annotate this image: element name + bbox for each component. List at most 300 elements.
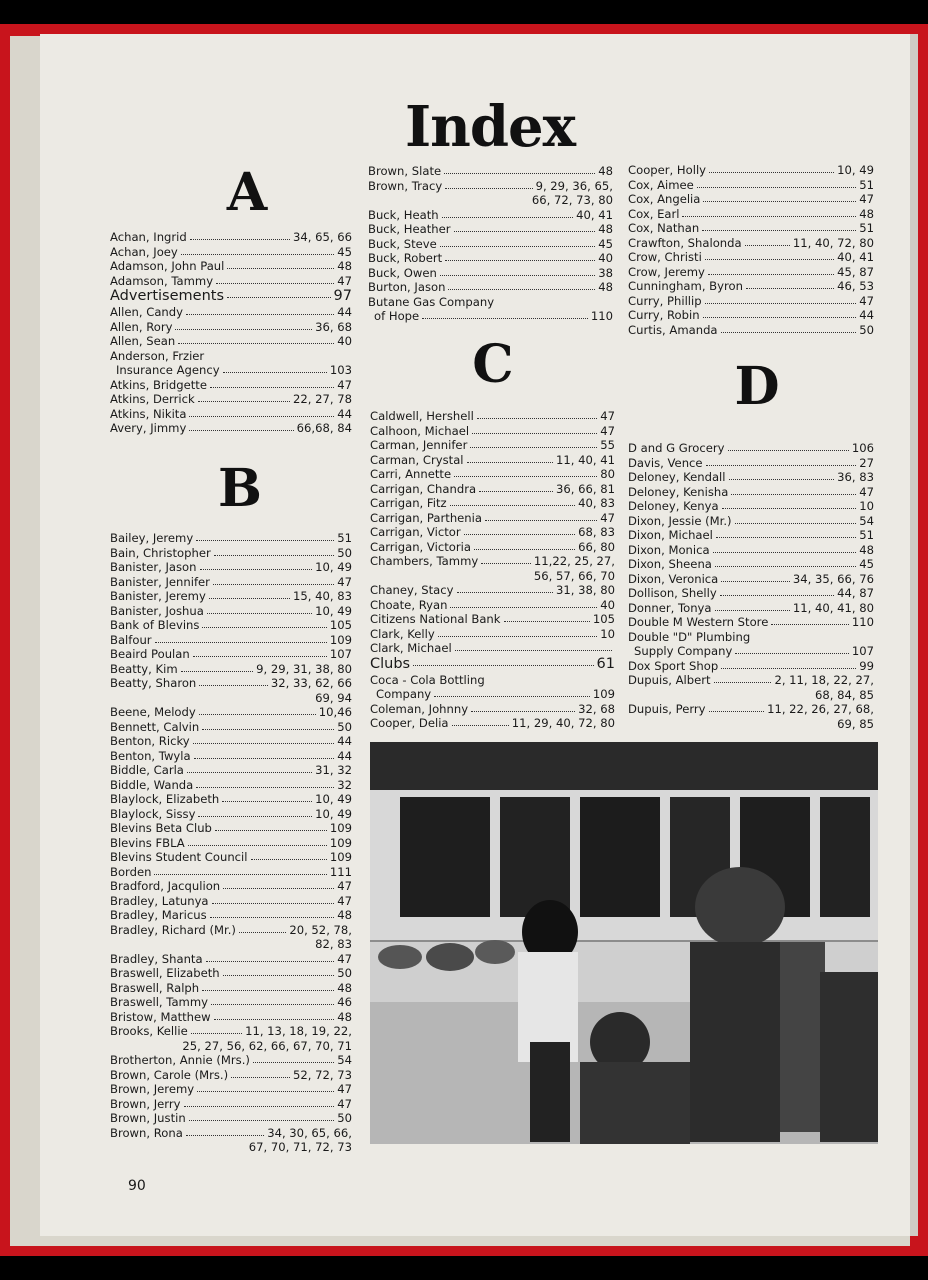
entry-pages: 45 xyxy=(598,236,613,251)
entry-name: Cox, Angelia xyxy=(628,192,701,206)
index-entry xyxy=(110,274,352,289)
entry-pages: 45 xyxy=(337,244,352,259)
entry-pages: 34, 30, 65, 66, xyxy=(267,1125,352,1140)
index-entry xyxy=(110,604,352,619)
entry-name: Curtis, Amanda xyxy=(628,322,718,337)
entry-name: Benton, Twyla xyxy=(110,748,191,763)
leader-dots xyxy=(452,716,509,726)
entry-pages: 66, 80 xyxy=(578,539,615,554)
page-title: Index xyxy=(404,94,576,160)
entry-name: Balfour xyxy=(110,632,152,647)
entry-pages: 50 xyxy=(337,966,352,980)
entry-pages: 15, 40, 83 xyxy=(293,589,352,603)
entry-pages: 11, 13, 18, 19, 22, xyxy=(245,1024,352,1038)
leader-dots xyxy=(713,543,857,553)
entry-pages: 40, 41 xyxy=(837,250,874,264)
leader-dots xyxy=(722,499,857,509)
index-entry xyxy=(110,288,352,305)
index-entry xyxy=(628,572,874,587)
entry-name: Cunningham, Byron xyxy=(628,279,743,293)
index-entry xyxy=(368,164,613,179)
leader-dots xyxy=(454,467,597,477)
entry-name: Cooper, Holly xyxy=(628,163,707,177)
index-entry xyxy=(370,409,615,424)
index-entry xyxy=(368,280,613,295)
index-entry xyxy=(370,612,615,627)
entry-continuation: 66, 72, 73, 80 xyxy=(531,193,613,207)
index-entry xyxy=(110,807,352,822)
entry-pages: 36, 68 xyxy=(315,319,352,334)
entry-pages: 97 xyxy=(333,288,352,304)
entry-name: Double M Western Store xyxy=(628,615,769,629)
index-entry xyxy=(110,850,352,865)
entry-name: Curry, Robin xyxy=(628,308,700,322)
leader-dots xyxy=(450,598,597,608)
leader-dots xyxy=(706,456,857,466)
entry-continuation: 69, 85 xyxy=(837,716,874,731)
entry-name: Cox, Aimee xyxy=(628,177,694,192)
entry-pages: 34, 65, 66 xyxy=(293,230,352,244)
index-entry xyxy=(370,540,615,555)
leader-dots xyxy=(731,485,856,495)
index-entry xyxy=(110,923,352,938)
entry-pages: 10, 49 xyxy=(315,792,352,806)
entry-name: Dixon, Jessie (Mr.) xyxy=(628,513,732,528)
index-entry xyxy=(370,467,615,482)
entry-name: Carman, Crystal xyxy=(370,452,464,467)
leader-dots xyxy=(450,496,575,506)
entry-name: Banister, Jeremy xyxy=(110,589,206,603)
section-letter-c: C xyxy=(472,334,514,395)
entry-name: Banister, Joshua xyxy=(110,603,204,618)
leader-dots xyxy=(471,702,575,712)
entry-pages: 50 xyxy=(337,545,352,560)
leader-dots xyxy=(464,525,575,535)
entry-name: Brotherton, Annie (Mrs.) xyxy=(110,1053,250,1067)
leader-dots xyxy=(715,557,856,567)
entry-pages: 48 xyxy=(598,280,613,294)
entry-pages: 47 xyxy=(600,423,615,438)
index-entry xyxy=(628,615,874,630)
leader-dots xyxy=(721,323,857,333)
entry-pages: 34, 35, 66, 76 xyxy=(792,571,874,586)
entry-pages: 66,68, 84 xyxy=(296,421,352,435)
leader-dots xyxy=(231,1068,290,1078)
entry-pages: 107 xyxy=(851,644,874,658)
index-entry xyxy=(628,250,874,265)
entry-pages: 110 xyxy=(590,309,613,323)
leader-dots xyxy=(735,514,857,524)
entry-pages: 106 xyxy=(851,441,874,455)
index-entry xyxy=(628,279,874,294)
entry-pages: 44, 87 xyxy=(837,586,874,600)
index-entry xyxy=(110,1097,352,1112)
leader-dots xyxy=(708,265,834,275)
entry-name: Brown, Slate xyxy=(368,164,442,178)
leader-dots xyxy=(445,179,532,189)
index-entry xyxy=(110,763,352,778)
entry-name: Dixon, Monica xyxy=(628,542,710,557)
leader-dots xyxy=(454,222,596,232)
entry-name: Bennett, Calvin xyxy=(110,719,200,734)
leader-dots xyxy=(209,589,290,599)
column-2-c xyxy=(370,409,615,731)
entry-name: Bristow, Matthew xyxy=(110,1009,211,1024)
leader-dots xyxy=(200,560,313,570)
leader-dots xyxy=(434,687,590,697)
entry-name: Carrigan, Fitz xyxy=(370,496,447,510)
column-1-a xyxy=(110,230,352,436)
entry-pages: 51 xyxy=(859,528,874,542)
entry-name: Brown, Tracy xyxy=(368,178,443,193)
entry-pages: 55 xyxy=(600,438,615,452)
index-entry xyxy=(370,554,615,569)
index-entry xyxy=(110,1024,352,1039)
entry-pages: 109 xyxy=(329,835,352,850)
entry-name: Brown, Jeremy xyxy=(110,1082,195,1096)
leader-dots xyxy=(210,908,335,918)
entry-pages: 44 xyxy=(337,406,352,421)
index-entry xyxy=(370,656,615,673)
leader-dots xyxy=(197,1082,334,1092)
entry-pages: 40 xyxy=(600,597,615,612)
students-photo xyxy=(370,742,878,1144)
entry-pages: 11, 29, 40, 72, 80 xyxy=(511,716,615,730)
leader-dots xyxy=(196,531,334,541)
entry-name: Davis, Vence xyxy=(628,455,703,470)
index-entry xyxy=(370,641,615,656)
index-entry xyxy=(628,221,874,236)
index-entry xyxy=(110,662,352,677)
entry-pages: 47 xyxy=(859,192,874,206)
entry-name: Supply Company xyxy=(634,644,733,658)
index-entry xyxy=(110,305,352,320)
entry-pages: 31, 32 xyxy=(315,763,352,777)
entry-name: Dupuis, Perry xyxy=(628,702,706,716)
entry-pages: 47 xyxy=(337,574,352,589)
index-entry xyxy=(628,294,874,309)
entry-pages: 10, 49 xyxy=(837,163,874,177)
entry-pages: 48 xyxy=(598,222,613,236)
entry-name: Blevins Student Council xyxy=(110,850,248,864)
entry-pages: 48 xyxy=(859,206,874,221)
entry-continuation: 82, 83 xyxy=(315,937,352,951)
index-entry xyxy=(110,778,352,793)
entry-name: Caldwell, Hershell xyxy=(370,409,474,423)
index-entry xyxy=(628,236,874,251)
leader-dots xyxy=(210,378,334,388)
index-entry xyxy=(368,208,613,223)
entry-pages: 52, 72, 73 xyxy=(293,1067,352,1082)
leader-dots xyxy=(215,821,327,831)
leader-dots xyxy=(155,633,327,643)
entry-pages: 10 xyxy=(859,499,874,513)
index-entry xyxy=(628,192,874,207)
entry-name: Bradley, Maricus xyxy=(110,908,207,922)
entry-continuation: 68, 84, 85 xyxy=(815,687,874,702)
index-entry xyxy=(368,222,613,237)
entry-name: Citizens National Bank xyxy=(370,612,501,626)
entry-name: Brown, Justin xyxy=(110,1111,186,1125)
leader-dots xyxy=(745,236,790,246)
entry-name: Atkins, Derrick xyxy=(110,392,195,406)
entry-name: Buck, Heath xyxy=(368,207,439,222)
entry-pages: 36, 83 xyxy=(837,470,874,484)
index-entry xyxy=(370,525,615,540)
leader-dots xyxy=(716,528,856,538)
entry-pages: 61 xyxy=(596,655,615,672)
leader-dots xyxy=(222,792,312,802)
entry-name: Clark, Michael xyxy=(370,641,452,655)
entry-name: Braswell, Tammy xyxy=(110,995,209,1009)
leader-dots xyxy=(448,280,595,290)
index-entry xyxy=(628,178,874,193)
index-entry xyxy=(628,528,874,543)
entry-name: Allen, Sean xyxy=(110,334,176,348)
entry-pages: 48 xyxy=(337,259,352,273)
leader-dots xyxy=(187,763,312,773)
entry-pages: 2, 11, 18, 22, 27, xyxy=(774,673,874,687)
entry-name: Atkins, Bridgette xyxy=(110,377,207,392)
index-entry xyxy=(110,908,352,923)
index-entry xyxy=(628,659,874,674)
entry-name-line: Double "D" Plumbing xyxy=(628,629,751,644)
index-entry xyxy=(110,749,352,764)
entry-pages: 105 xyxy=(592,612,615,626)
index-entry xyxy=(110,320,352,335)
entry-continuation: 69, 94 xyxy=(315,690,352,705)
leader-dots xyxy=(467,453,553,463)
entry-pages: 44 xyxy=(337,734,352,748)
entry-name: Chambers, Tammy xyxy=(370,554,479,568)
leader-dots xyxy=(214,1010,335,1020)
leader-dots xyxy=(720,586,834,596)
leader-dots xyxy=(477,409,597,419)
entry-pages: 111 xyxy=(329,864,352,879)
entry-pages: 27 xyxy=(859,455,874,470)
entry-pages: 10, 49 xyxy=(315,560,352,574)
entry-name: Beene, Melody xyxy=(110,705,196,719)
entry-name: Blaylock, Sissy xyxy=(110,806,196,821)
index-entry xyxy=(628,163,874,178)
entry-name: Curry, Phillip xyxy=(628,293,702,308)
entry-continuation: 67, 70, 71, 72, 73 xyxy=(248,1140,352,1154)
entry-pages: 44 xyxy=(337,305,352,319)
index-entry xyxy=(370,511,615,526)
entry-name: Banister, Jennifer xyxy=(110,574,210,589)
entry-name: Choate, Ryan xyxy=(370,597,448,612)
leader-dots xyxy=(227,288,331,298)
entry-pages: 47 xyxy=(337,879,352,893)
entry-pages: 10, 49 xyxy=(315,806,352,821)
entry-pages: 40, 83 xyxy=(578,496,615,510)
entry-pages: 54 xyxy=(859,513,874,528)
leader-dots xyxy=(213,575,334,585)
entry-name: Cooper, Delia xyxy=(370,716,449,730)
index-entry xyxy=(110,531,352,546)
index-entry xyxy=(628,499,874,514)
entry-pages: 46 xyxy=(337,995,352,1009)
index-entry xyxy=(628,514,874,529)
leader-dots xyxy=(413,656,593,666)
entry-name: Blaylock, Elizabeth xyxy=(110,792,220,806)
leader-dots xyxy=(239,923,286,933)
index-entry xyxy=(110,392,352,407)
index-entry xyxy=(368,237,613,252)
entry-pages: 32 xyxy=(337,777,352,792)
entry-name: Dox Sport Shop xyxy=(628,658,719,673)
entry-pages: 45, 87 xyxy=(837,264,874,279)
entry-name: Blevins Beta Club xyxy=(110,821,212,835)
index-entry xyxy=(110,378,352,393)
index-entry xyxy=(110,879,352,894)
leader-dots xyxy=(253,1053,334,1063)
index-entry xyxy=(110,995,352,1010)
index-entry xyxy=(110,633,352,648)
index-entry xyxy=(628,644,874,659)
entry-name: Bradley, Latunya xyxy=(110,893,209,908)
entry-name: Carrigan, Victor xyxy=(370,525,461,539)
entry-pages: 50 xyxy=(337,1111,352,1125)
leader-dots xyxy=(485,511,597,521)
leader-dots xyxy=(178,334,334,344)
entry-pages: 11, 22, 26, 27, 68, xyxy=(767,702,874,716)
index-entry xyxy=(110,1010,352,1025)
index-entry xyxy=(370,687,615,702)
leader-dots xyxy=(445,251,595,261)
index-entry xyxy=(628,557,874,572)
entry-name: Burton, Jason xyxy=(368,280,446,294)
leader-dots xyxy=(212,894,335,904)
section-letter-d: D xyxy=(734,356,780,417)
entry-continuation: 25, 27, 56, 62, 66, 67, 70, 71 xyxy=(182,1038,352,1053)
leader-dots xyxy=(703,192,856,202)
leader-dots xyxy=(721,572,790,582)
leader-dots xyxy=(715,601,790,611)
entry-pages: 109 xyxy=(329,850,352,864)
index-entry xyxy=(370,482,615,497)
leader-dots xyxy=(442,208,573,218)
entry-pages: 107 xyxy=(329,647,352,661)
entry-name: Deloney, Kenisha xyxy=(628,484,729,499)
entry-name: Carrigan, Victoria xyxy=(370,539,471,554)
entry-pages: 45 xyxy=(859,557,874,571)
index-entry xyxy=(110,952,352,967)
entry-pages: 46, 53 xyxy=(837,279,874,293)
entry-name: Crawfton, Shalonda xyxy=(628,235,742,250)
entry-pages: 36, 66, 81 xyxy=(556,481,615,496)
column-1-b xyxy=(110,531,352,1155)
leader-dots xyxy=(175,320,312,330)
index-entry xyxy=(110,966,352,981)
entry-name: Beatty, Kim xyxy=(110,661,178,676)
entry-name: Buck, Heather xyxy=(368,222,451,236)
leader-dots xyxy=(194,749,335,759)
entry-name: Insurance Agency xyxy=(116,363,220,377)
entry-name: Crow, Jeremy xyxy=(628,264,705,279)
leader-dots xyxy=(703,308,857,318)
entry-pages: 10 xyxy=(600,626,615,641)
entry-pages: 48 xyxy=(598,164,613,178)
leader-dots xyxy=(455,641,612,651)
column-2-b xyxy=(368,164,613,324)
index-entry xyxy=(110,560,352,575)
index-entry xyxy=(110,407,352,422)
entry-name: Bailey, Jeremy xyxy=(110,531,194,545)
entry-pages: 9, 29, 36, 65, xyxy=(535,178,613,193)
leader-dots xyxy=(251,850,327,860)
entry-pages: 68, 83 xyxy=(578,525,615,539)
index-entry xyxy=(110,1111,352,1126)
index-entry xyxy=(110,705,352,720)
leader-dots xyxy=(190,230,290,240)
leader-dots xyxy=(746,279,834,289)
index-entry xyxy=(370,496,615,511)
leader-dots xyxy=(771,615,849,625)
section-letter-a: A xyxy=(226,162,268,223)
leader-dots xyxy=(697,178,856,188)
leader-dots xyxy=(457,583,553,593)
leader-dots xyxy=(440,266,595,276)
leader-dots xyxy=(438,627,598,637)
leader-dots xyxy=(472,424,597,434)
entry-name: Calhoon, Michael xyxy=(370,423,470,438)
index-entry xyxy=(370,424,615,439)
entry-pages: 47 xyxy=(600,409,615,423)
entry-pages: 22, 27, 78 xyxy=(293,392,352,406)
index-entry xyxy=(110,836,352,851)
entry-name: Buck, Owen xyxy=(368,265,437,280)
entry-pages: 11, 40, 72, 80 xyxy=(792,235,874,250)
index-entry xyxy=(110,334,352,349)
index-entry xyxy=(628,265,874,280)
index-entry xyxy=(110,363,352,378)
index-entry xyxy=(370,583,615,598)
index-entry xyxy=(628,673,874,688)
entry-name: Dollison, Shelly xyxy=(628,586,717,600)
leader-dots xyxy=(705,294,857,304)
leader-dots xyxy=(422,309,588,319)
entry-pages: 40 xyxy=(598,251,613,265)
leader-dots xyxy=(444,164,595,174)
entry-name: Buck, Robert xyxy=(368,251,443,265)
entry-pages: 47 xyxy=(337,893,352,908)
entry-name: Atkins, Nikita xyxy=(110,406,187,421)
index-entry xyxy=(628,308,874,323)
entry-name: Clubs xyxy=(370,655,411,672)
index-entry xyxy=(628,586,874,601)
entry-name: Cox, Earl xyxy=(628,206,680,221)
index-entry xyxy=(110,575,352,590)
entry-name: Crow, Christi xyxy=(628,250,702,264)
index-entry xyxy=(628,456,874,471)
entry-pages: 47 xyxy=(600,510,615,525)
index-entry xyxy=(110,981,352,996)
entry-name: Beaird Poulan xyxy=(110,647,190,661)
entry-pages: 105 xyxy=(329,618,352,632)
leader-dots xyxy=(189,407,334,417)
index-entry xyxy=(628,543,874,558)
entry-pages: 32, 68 xyxy=(578,701,615,716)
index-entry xyxy=(628,470,874,485)
entry-pages: 50 xyxy=(859,322,874,337)
entry-name: Dupuis, Albert xyxy=(628,673,711,687)
entry-name: Carri, Annette xyxy=(370,467,452,481)
entry-pages: 99 xyxy=(859,658,874,673)
entry-name: Brown, Jerry xyxy=(110,1096,181,1111)
entry-pages: 40, 41 xyxy=(576,207,613,222)
index-entry xyxy=(370,716,615,731)
